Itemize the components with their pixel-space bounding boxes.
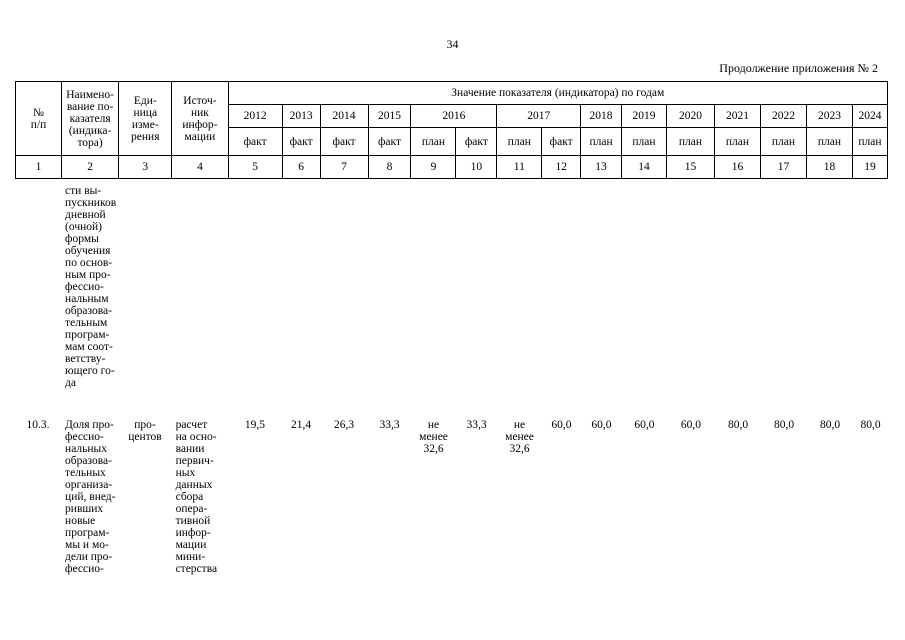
header-year: 2013: [282, 105, 320, 128]
header-col-num: № п/п: [16, 82, 62, 156]
value-cell: 80,0: [727, 419, 749, 431]
value-cell: 60,0: [591, 419, 612, 431]
column-number: 6: [282, 156, 320, 179]
column-number: 11: [497, 156, 542, 179]
indicator-name-continuation: сти вы- пускников дневной (очной) формы обучения по основ- ным про- фессио- нальным образова- тельным програм- мам соот- ветству- ющего го- да: [65, 185, 117, 389]
column-number: 8: [368, 156, 411, 179]
header-year: 2022: [760, 105, 806, 128]
header-type: факт: [456, 128, 497, 156]
source-cell: расчет на осно- вании первич- ных данных сбора опера- тивной инфор- мации мини- стерства: [175, 419, 218, 575]
header-year: 2024: [852, 105, 887, 128]
header-col-source: Источ- ник инфор- мации: [172, 82, 228, 156]
header-type: факт: [228, 128, 282, 156]
column-number: 5: [228, 156, 282, 179]
column-number: 12: [542, 156, 581, 179]
header-year: 2014: [320, 105, 368, 128]
header-type: факт: [368, 128, 411, 156]
unit-cell: про- центов: [128, 419, 162, 443]
header-type: план: [760, 128, 806, 156]
header-type: план: [666, 128, 714, 156]
column-number: 19: [852, 156, 887, 179]
value-cell: 19,5: [244, 419, 266, 431]
column-number: 3: [119, 156, 172, 179]
indicator-name: Доля про- фессио- нальных образова- тельных организа- ций, внед- ривших новые програм- мы и мо- дели про- фессио-: [65, 419, 116, 575]
page-number: 34: [446, 37, 459, 51]
value-cell: не менее 32,6: [419, 419, 448, 455]
header-type: план: [621, 128, 666, 156]
value-cell: не менее 32,6: [505, 419, 534, 455]
header-year: 2021: [714, 105, 760, 128]
header-type: план: [806, 128, 852, 156]
column-number: 9: [411, 156, 456, 179]
header-type: план: [497, 128, 542, 156]
header-year: 2018: [581, 105, 622, 128]
value-cell: 60,0: [634, 419, 655, 431]
header-year: 2017: [497, 105, 581, 128]
column-number: 13: [581, 156, 622, 179]
column-number: 16: [714, 156, 760, 179]
column-number: 1: [16, 156, 62, 179]
value-cell: 80,0: [860, 419, 881, 431]
header-type: план: [411, 128, 456, 156]
header-type: план: [852, 128, 887, 156]
table-row-continuation: [15, 185, 888, 417]
value-cell: 26,3: [333, 419, 355, 431]
header-year: 2020: [666, 105, 714, 128]
value-cell: 21,4: [290, 419, 312, 431]
header-table: [15, 81, 888, 179]
row-number: 10.3.: [26, 419, 50, 431]
column-number: 14: [621, 156, 666, 179]
body-table: [15, 185, 888, 575]
header-year: 2019: [621, 105, 666, 128]
header-group-title: Значение показателя (индикатора) по годам: [228, 82, 887, 105]
header-col-unit: Еди- ница изме- рения: [119, 82, 172, 156]
header-year: 2016: [411, 105, 497, 128]
column-number: 15: [666, 156, 714, 179]
header-type: факт: [542, 128, 581, 156]
value-cell: 60,0: [551, 419, 572, 431]
column-number: 17: [760, 156, 806, 179]
value-cell: 80,0: [820, 419, 841, 431]
header-type: план: [581, 128, 622, 156]
header-type: факт: [282, 128, 320, 156]
column-number: 10: [456, 156, 497, 179]
column-number: 7: [320, 156, 368, 179]
value-cell: 60,0: [680, 419, 701, 431]
header-year: 2023: [806, 105, 852, 128]
value-cell: 33,3: [466, 419, 487, 431]
header-type: план: [714, 128, 760, 156]
value-cell: 80,0: [773, 419, 795, 431]
header-year: 2012: [228, 105, 282, 128]
column-number: 4: [172, 156, 228, 179]
header-col-name: Наимено- вание по- казателя (индика- тора): [61, 82, 118, 156]
header-type: факт: [320, 128, 368, 156]
column-number: 2: [61, 156, 118, 179]
column-number: 18: [806, 156, 852, 179]
header-year: 2015: [368, 105, 411, 128]
value-cell: 33,3: [379, 419, 400, 431]
table-row: [15, 417, 888, 575]
continuation-title: Продолжение приложения № 2: [719, 61, 878, 75]
